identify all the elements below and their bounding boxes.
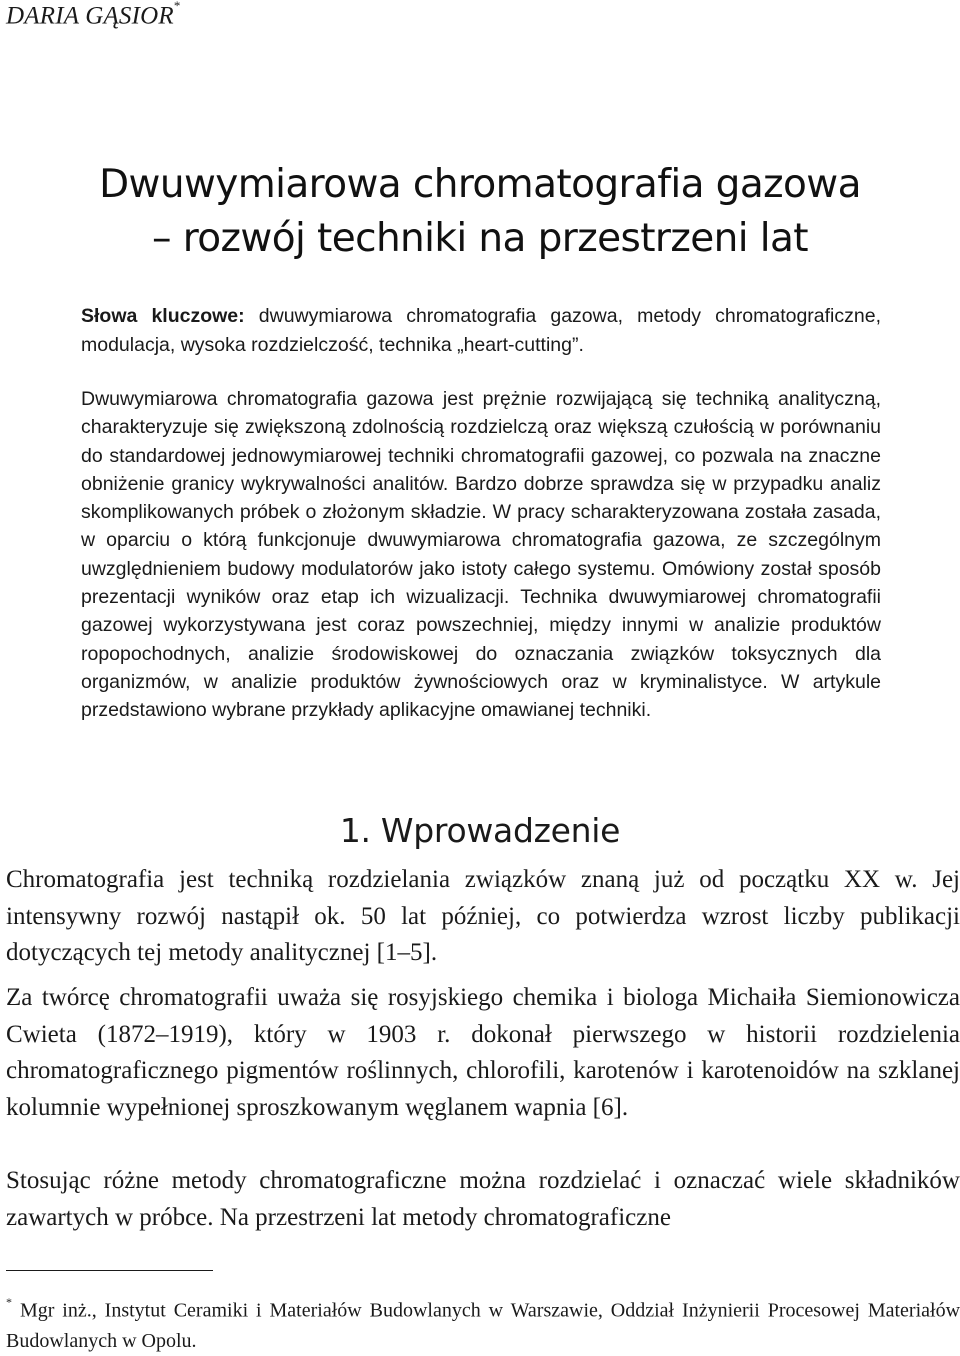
article-title bbox=[60, 158, 900, 266]
keywords bbox=[81, 302, 881, 360]
abstract bbox=[81, 385, 881, 725]
author-footnote-mark: * bbox=[173, 0, 181, 13]
title-line-1: Dwuwymiarowa chromatografia gazowa bbox=[99, 162, 861, 207]
abstract-text: Dwuwymiarowa chromatografia gazowa jest prężnie rozwijającą się techniką analityczną, charakteryzuje się zwiększoną zdolnością rozdzielczą oraz większą czułością w porównaniu do standardowej jednowymiarowej techniki chromatografii gazowej, co pozwala na znaczne obniżenie granicy wykrywalności analitów. Bardzo dobrze sprawdza się w przypadku analiz skomplikowanych próbek o złożonym składzie. W pracy scharakteryzowana została zasada, w oparciu o którą funkcjonuje dwuwymiarowa chromatografia gazowa, ze szczególnym uwzględnieniem budowy modulatorów jako istoty całego systemu. Omówiony został sposób prezentacji wyników oraz etap ich wizualizacji. Technika dwuwymiarowej chromatografii gazowej wykorzystywana jest coraz powszechniej, między innymi w analizie produktów ropopochodnych, analizie środowiskowej do oznaczania związków toksycznych dla organizmów, w analizie produktów żywnościowych oraz w kryminalistyce. W artykule przedstawiono wybrane przykłady aplikacyjne omawianej techniki. bbox=[81, 388, 881, 722]
keywords-text: dwuwymiarowa chromatografia gazowa, metody chromatograficzne, modulacja, wysoka rozdzielczość, technika „heart-cutting”. bbox=[81, 305, 882, 356]
footnote-mark: * bbox=[6, 1295, 12, 1309]
section-heading: 1. Wprowadzenie bbox=[339, 811, 621, 850]
footnote-divider bbox=[6, 1270, 213, 1271]
author-name-text: DARIA GĄSIOR bbox=[6, 2, 174, 30]
paragraph-text: Chromatografia jest techniką rozdzielania związków znaną już od początku XX w. Jej intensywny rozwój nastąpił ok. 50 lat później, co potwierdza wzrost liczby publikacji dotyczących tej metody analitycznej [1–5]. bbox=[6, 866, 960, 966]
footnote-text: Mgr inż., Instytut Ceramiki i Materiałów Budowlanych w Warszawie, Oddział Inżynierii Procesowej Materiałów Budowlanych w Opolu. bbox=[6, 1299, 960, 1352]
paragraph-text: Stosując różne metody chromatograficzne można rozdzielać i oznaczać wiele składników zawartych w próbce. Na przestrzeni lat metody chromatograficzne bbox=[6, 1167, 960, 1231]
body-paragraph-2 bbox=[6, 980, 960, 1126]
title-line-2: – rozwój techniki na przestrzeni lat bbox=[152, 216, 808, 261]
paragraph-text: Za twórcę chromatografii uważa się rosyjskiego chemika i biologa Michaiła Siemionowicza Cwieta (1872–1919), który w 1903 r. dokonał pierwszego w historii rozdzielenia chromatograficznego pigmentów roślinnych, chlorofili, karotenów i karotenoidów na szklanej kolumnie wypełnionej sproszkowanym węglanem wapnia [6]. bbox=[6, 984, 960, 1121]
footnote bbox=[6, 1290, 960, 1356]
body-paragraph-3 bbox=[6, 1163, 960, 1236]
keywords-label: Słowa kluczowe: bbox=[81, 305, 245, 327]
body-paragraph-1 bbox=[6, 862, 960, 972]
author-name bbox=[6, 2, 181, 30]
